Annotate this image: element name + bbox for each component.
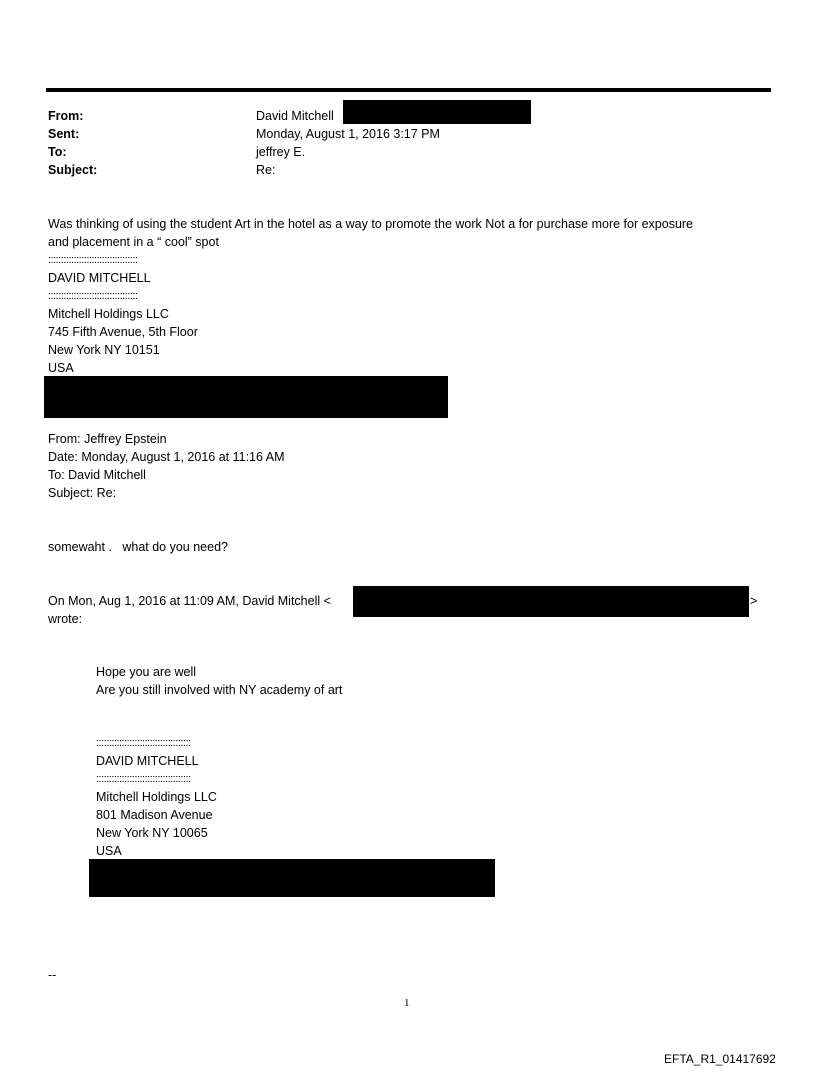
signature-company: Mitchell Holdings LLC — [48, 307, 169, 321]
from-label: From: — [48, 109, 84, 123]
redaction-box — [343, 100, 531, 124]
subject-label: Subject: — [48, 163, 98, 177]
signature-address: 745 Fifth Avenue, 5th Floor — [48, 325, 198, 339]
signature-address: New York NY 10065 — [96, 826, 208, 840]
quoted-to: To: David Mitchell — [48, 468, 146, 482]
footer-separator: -- — [48, 968, 57, 982]
to-label: To: — [48, 145, 67, 159]
signature-divider: ::::::::::::::::::::::::::::::::::: — [48, 254, 138, 266]
subject-value: Re: — [256, 163, 276, 177]
signature-name: DAVID MITCHELL — [48, 271, 151, 285]
from-value: David Mitchell — [256, 109, 334, 123]
signature-divider: ::::::::::::::::::::::::::::::::::::: — [96, 737, 191, 749]
signature-name: DAVID MITCHELL — [96, 754, 199, 768]
sent-value: Monday, August 1, 2016 3:17 PM — [256, 127, 440, 141]
quoted-intro: On Mon, Aug 1, 2016 at 11:09 AM, David Mitchell < — [48, 594, 331, 608]
quoted-body: somewaht . what do you need? — [48, 540, 228, 554]
quoted-intro-end: > — [750, 594, 758, 608]
redaction-box — [353, 586, 749, 617]
quoted-line: Are you still involved with NY academy of art — [96, 683, 343, 697]
signature-divider: ::::::::::::::::::::::::::::::::::: — [48, 290, 138, 302]
header-rule — [46, 88, 771, 92]
quoted-from: From: Jeffrey Epstein — [48, 432, 167, 446]
sent-label: Sent: — [48, 127, 80, 141]
quoted-wrote: wrote: — [48, 612, 83, 626]
quoted-line: Hope you are well — [96, 665, 197, 679]
quoted-date: Date: Monday, August 1, 2016 at 11:16 AM — [48, 450, 285, 464]
message-body-line: and placement in a “ cool” spot — [48, 235, 219, 249]
signature-country: USA — [96, 844, 122, 858]
page-number: 1 — [404, 997, 410, 1009]
redaction-box — [89, 859, 495, 897]
signature-divider: ::::::::::::::::::::::::::::::::::::: — [96, 773, 191, 785]
signature-country: USA — [48, 361, 74, 375]
signature-address: New York NY 10151 — [48, 343, 160, 357]
signature-address: 801 Madison Avenue — [96, 808, 213, 822]
redaction-box — [44, 376, 448, 418]
to-value: jeffrey E. — [256, 145, 306, 159]
document-id: EFTA_R1_01417692 — [664, 1052, 776, 1066]
message-body-line: Was thinking of using the student Art in the hotel as a way to promote the work Not a for purchase more for exposure — [48, 217, 694, 231]
quoted-subject: Subject: Re: — [48, 486, 117, 500]
signature-company: Mitchell Holdings LLC — [96, 790, 217, 804]
